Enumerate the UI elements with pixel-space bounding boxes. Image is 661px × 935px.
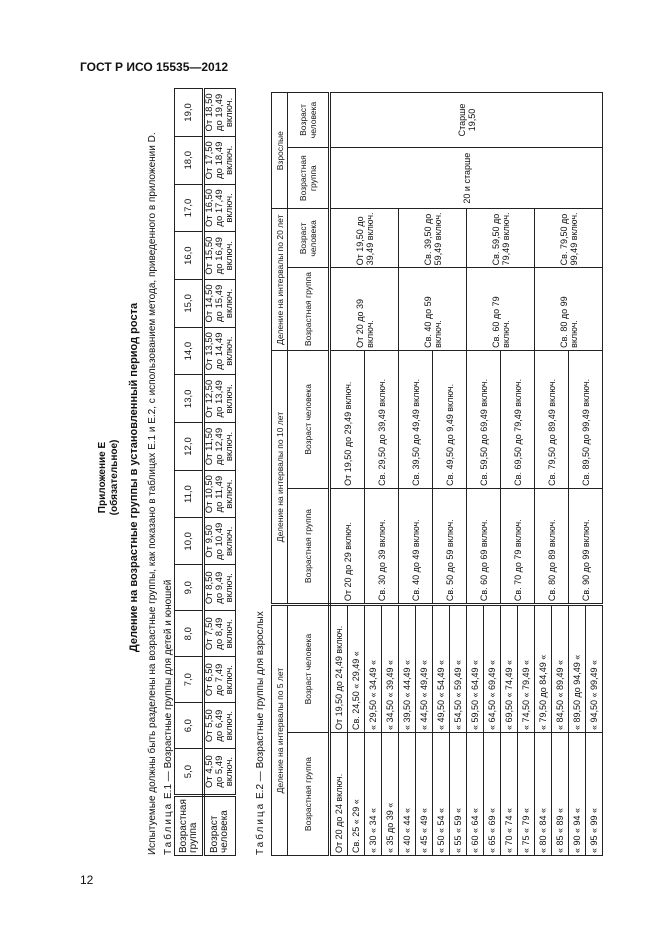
age-group-5yr: « 75 « 79 « xyxy=(518,733,535,856)
age-range-5yr: « 74,50 « 79,49 « xyxy=(518,605,535,733)
age-group-10yr: Св. 60 до 69 включ. xyxy=(467,488,501,604)
age-group-5yr: От 20 до 24 включ. xyxy=(330,733,348,856)
age-group-cell: 18,0 xyxy=(175,136,204,184)
age-group-5yr: « 35 до 39 « xyxy=(382,733,399,856)
document-code-header: ГОСТ Р ИСО 15535—2012 xyxy=(80,60,229,74)
age-range-cell: От 8,50 до 9,49 включ. xyxy=(204,565,236,611)
age-group-cell: 11,0 xyxy=(175,470,204,518)
age-range-10yr: Св. 89,50 до 99,49 включ. xyxy=(569,350,603,488)
age-group-cell: 6,0 xyxy=(175,703,204,749)
age-range-cell: От 11,50 до 12,49 включ. xyxy=(204,423,236,471)
annex-title: Приложение Е xyxy=(97,441,108,514)
age-range-10yr: Св. 59,50 до 69,49 включ. xyxy=(467,350,501,488)
age-group-5yr: « 50 « 54 « xyxy=(433,733,450,856)
age-group-adult: 20 и старше xyxy=(330,147,603,209)
age-group-5yr: Св. 25 « 29 « xyxy=(348,733,365,856)
age-group-cell: 19,0 xyxy=(175,89,204,137)
age-group-5yr: « 70 « 74 « xyxy=(501,733,518,856)
table-e2 xyxy=(271,92,603,856)
header-row-groups xyxy=(272,93,288,856)
age-group-10yr: Св. 70 до 79 включ. xyxy=(501,488,535,604)
column-header: Возраст человека xyxy=(288,350,330,488)
row-header: Возрастная группа xyxy=(175,796,204,856)
age-group-5yr: « 30 « 34 « xyxy=(365,733,382,856)
age-group-10yr: Св. 30 до 39 включ. xyxy=(365,488,399,604)
age-range-5yr: « 49,50 « 54,49 « xyxy=(433,605,450,733)
age-range-cell: От 10,50 до 11,49 включ. xyxy=(204,470,236,518)
age-range-cell: От 13,50 до 14,49 включ. xyxy=(204,327,236,375)
age-range-10yr: От 19,50 до 29,49 включ. xyxy=(330,350,365,488)
age-range-20yr: Св. 59,50 до 79,49 включ. xyxy=(467,209,535,268)
column-header: Возрастная группа xyxy=(288,268,330,351)
age-group-cell: 16,0 xyxy=(175,232,204,280)
age-group-5yr: « 40 « 44 « xyxy=(399,733,416,856)
age-group-5yr: « 85 « 89 « xyxy=(552,733,569,856)
header-row-sub xyxy=(288,93,330,856)
age-range-cell: От 4,50 до 5,49 включ. xyxy=(204,749,236,796)
table1-caption-text: Е.1 — Возрастные группы для детей и юношей xyxy=(163,579,174,799)
age-group-5yr: « 45 « 49 « xyxy=(416,733,433,856)
table1-caption xyxy=(163,580,174,855)
annex-heading: Деление на возрастные группы в установленный период роста xyxy=(128,302,140,653)
group-header: Взрослые xyxy=(272,93,288,209)
age-range-5yr: « 94,50 « 99,49 « xyxy=(586,605,603,733)
age-range-adult: Старше 19,50 xyxy=(330,93,603,148)
age-range-cell: От 6,50 до 7,49 включ. xyxy=(204,657,236,703)
age-group-cell: 15,0 xyxy=(175,280,204,328)
age-group-20yr: Св. 80 до 99 включ. xyxy=(535,268,603,351)
age-group-cell: 13,0 xyxy=(175,375,204,423)
annex-status: (обязательное) xyxy=(109,439,120,516)
rotated-page-content xyxy=(85,85,610,870)
table-row-ages xyxy=(204,89,236,856)
column-header: Возраст человека xyxy=(288,209,330,268)
age-group-cell: 7,0 xyxy=(175,657,204,703)
annex-intro: Испытуемые должны быть разделены на возрастные группы, как показано в таблицах Е.1 и Е.2, с использованием метода, приведенного в приложении D. xyxy=(147,132,158,855)
age-range-10yr: Св. 69,50 до 79,49 включ. xyxy=(501,350,535,488)
age-range-5yr: « 44,50 « 49,49 « xyxy=(416,605,433,733)
age-range-5yr: « 39,50 « 44,49 « xyxy=(399,605,416,733)
age-range-cell: От 16,50 до 17,49 включ. xyxy=(204,184,236,232)
age-group-20yr: Св. 40 до 59 включ. xyxy=(399,268,467,351)
age-group-5yr: « 95 « 99 « xyxy=(586,733,603,856)
age-group-10yr: Св. 50 до 59 включ. xyxy=(433,488,467,604)
table1-caption-label: Таблица xyxy=(163,801,174,855)
column-header: Возрастная группа xyxy=(288,733,330,856)
age-group-cell: 12,0 xyxy=(175,423,204,471)
age-range-20yr: От 19,50 до 39,49 включ. xyxy=(330,209,399,268)
age-range-10yr: Св. 39,50 до 49,49 включ. xyxy=(399,350,433,488)
age-group-5yr: « 65 « 69 « xyxy=(484,733,501,856)
age-range-5yr: « 79,50 до 84,49 « xyxy=(535,605,552,733)
group-header: Деление на интервалы по 5 лет xyxy=(272,605,288,856)
age-group-10yr: Св. 80 до 89 включ. xyxy=(535,488,569,604)
age-group-cell: 5,0 xyxy=(175,749,204,796)
age-range-5yr: « 89,50 до 94,49 « xyxy=(569,605,586,733)
age-group-cell: 14,0 xyxy=(175,327,204,375)
age-range-5yr: « 29,50 « 34,49 « xyxy=(365,605,382,733)
page-number: 12 xyxy=(80,873,94,887)
age-group-cell: 9,0 xyxy=(175,565,204,611)
age-range-5yr: От 19,50 до 24,49 включ. xyxy=(330,605,348,733)
age-range-5yr: « 59,50 « 64,49 « xyxy=(467,605,484,733)
age-range-cell: От 18,50 до 19,49 включ. xyxy=(204,89,236,137)
column-header: Возраст человека xyxy=(288,605,330,733)
age-group-cell: 17,0 xyxy=(175,184,204,232)
age-group-5yr: « 80 « 84 « xyxy=(535,733,552,856)
age-range-cell: От 15,50 до 16,49 включ. xyxy=(204,232,236,280)
group-header: Деление на интервалы по 20 лет xyxy=(272,209,288,350)
age-range-5yr: Св. 24,50 « 29,49 « xyxy=(348,605,365,733)
age-range-cell: От 17,50 до 18,49 включ. xyxy=(204,136,236,184)
age-group-10yr: Св. 40 до 49 включ. xyxy=(399,488,433,604)
table2-caption-text: Е.2 — Возрастные группы для взрослых xyxy=(255,611,266,799)
age-range-cell: От 5,50 до 6,49 включ. xyxy=(204,703,236,749)
age-range-10yr: Св. 79,50 до 89,49 включ. xyxy=(535,350,569,488)
age-range-cell: От 12,50 до 13,49 включ. xyxy=(204,375,236,423)
table2-caption-label: Таблица xyxy=(255,801,266,855)
age-group-10yr: Св. 90 до 99 включ. xyxy=(569,488,603,604)
age-range-20yr: Св. 39,50 до 59,49 включ. xyxy=(399,209,467,268)
age-range-10yr: Св. 29,50 до 39,49 включ. xyxy=(365,350,399,488)
age-group-cell: 8,0 xyxy=(175,611,204,657)
age-range-5yr: « 54,50 « 59,49 « xyxy=(450,605,467,733)
age-range-20yr: Св. 79,50 до 99,49 включ. xyxy=(535,209,603,268)
age-range-cell: От 9,50 до 10,49 включ. xyxy=(204,518,236,565)
table-row xyxy=(330,93,348,856)
age-range-5yr: « 34,50 « 39,49 « xyxy=(382,605,399,733)
age-group-cell: 10,0 xyxy=(175,518,204,565)
column-header: Возрастная группа xyxy=(288,488,330,604)
table-row-groups xyxy=(175,89,204,856)
age-range-5yr: « 84,50 « 89,49 « xyxy=(552,605,569,733)
table2-caption xyxy=(255,611,266,855)
age-range-10yr: Св. 49,50 до 9,49 включ. xyxy=(433,350,467,488)
age-range-cell: От 14,50 до 15,49 включ. xyxy=(204,280,236,328)
age-group-10yr: От 20 до 29 включ. xyxy=(330,488,365,604)
column-header: Возраст человека xyxy=(288,93,330,148)
age-range-5yr: « 64,50 « 69,49 « xyxy=(484,605,501,733)
age-group-20yr: Св. 60 до 79 включ. xyxy=(467,268,535,351)
age-range-5yr: « 69,50 « 74,49 « xyxy=(501,605,518,733)
age-group-5yr: « 90 « 94 « xyxy=(569,733,586,856)
age-range-cell: От 7,50 до 8,49 включ. xyxy=(204,611,236,657)
group-header: Деление на интервалы по 10 лет xyxy=(272,350,288,604)
age-group-20yr: От 20 до 39 включ. xyxy=(330,268,399,351)
age-group-5yr: « 55 « 59 « xyxy=(450,733,467,856)
table-e1 xyxy=(174,88,236,856)
column-header: Возрастная группа xyxy=(288,147,330,209)
row-header: Возраст человека xyxy=(204,796,236,856)
age-group-5yr: « 60 « 64 « xyxy=(467,733,484,856)
